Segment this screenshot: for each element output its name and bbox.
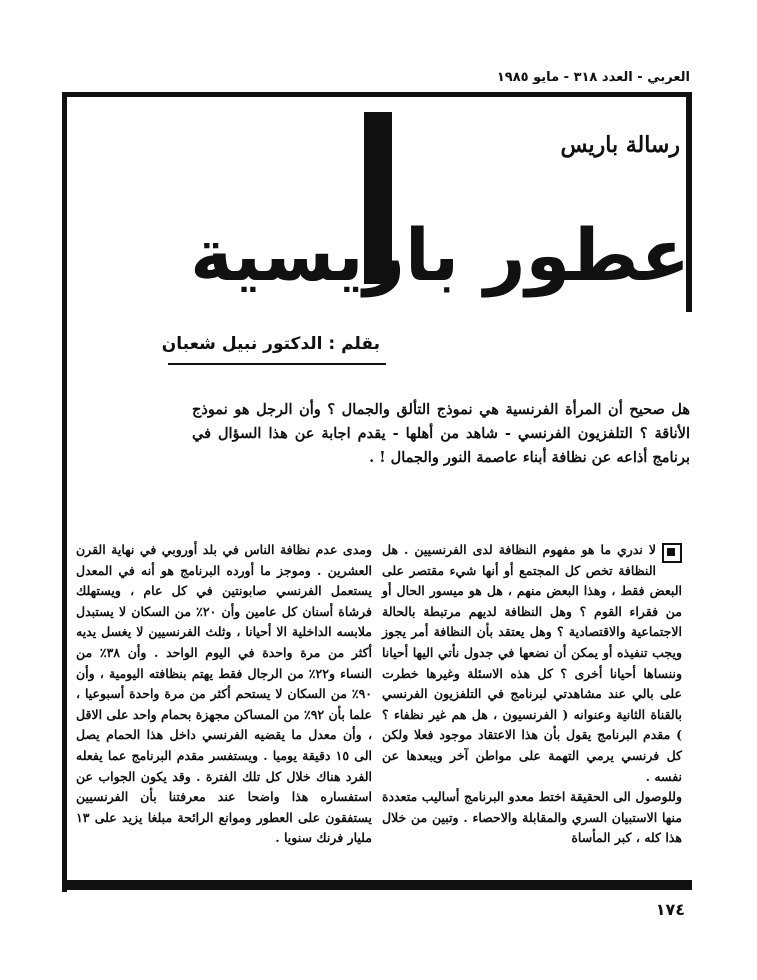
frame-left-rule	[62, 92, 67, 892]
column-right-paragraph-1: لا ندري ما هو مفهوم النظافة لدى الفرنسيين . هل النظافة تخص كل المجتمع أو أنها شيء مقتصر على البعض فقط ، وهذا البعض منهم ، هل هو ميسور الحال أو من فقراء القوم ؟ وهل النظافة لديهم مرتبطة بالحالة الاجتماعية والاقتصادية ؟ وهل يعتقد بأن النظافة أمر يجوز ويجب تنفيذه أو يمكن أن نضعها في جدول نأتي اليها أحيانا وننساها أحيانا أخرى ؟ كل هذه الاسئلة وغيرها خطرت على بالي عند مشاهدتي لبرنامج في التلفزيون الفرنسي بالقناة الثانية وعنوانه ( الفرنسيون ، هل هم غير نظفاء ؟ ) مقدم البرنامج يقول بأن هذا الاعتقاد موجود فعلا ولكن كل فرنسي يرمي التهمة على مواطن آخر ويبعدها عن نفسه .	[382, 542, 682, 784]
column-left	[76, 540, 372, 849]
column-right	[382, 540, 682, 849]
page-number: ١٧٤	[655, 900, 685, 919]
column-right-paragraph-2: وللوصول الى الحقيقة اختط معدو البرنامج أساليب متعددة منها الاستبيان السري والمقابلة والاحصاء . وتبين من خلال هذا كله ، كبر المأساة	[382, 789, 682, 846]
article-intro: هل صحيح أن المرأة الفرنسية هي نموذج التألق والجمال ؟ وأن الرجل هو نموذج الأناقة ؟ التلفزيون الفرنسي - شاهد من أهلها - يقدم اجابة عن هذا السؤال في برنامج أذاعه عن نظافة أبناء عاصمة النور والجمال ! .	[192, 401, 690, 466]
byline-rule	[168, 363, 386, 365]
header-rule	[62, 92, 692, 97]
footer-rule	[62, 880, 692, 890]
byline: بقلم : الدكتور نبيل شعبان	[161, 334, 380, 354]
article-title: عطور باريسية	[190, 213, 690, 297]
column-left-paragraph: ومدى عدم نظافة الناس في بلد أوروبي في نهاية القرن العشرين . وموجز ما أورده البرنامج هو أنه في المعدل يستعمل الفرنسي صابونتين في كل عام ، ويستهلك فرشاة أسنان كل عامين وأن ٢٠٪ من السكان لا يستبدل ملابسه الداخلية الا أحيانا ، وثلث الفرنسيين لا يغسل يديه أكثر من مرة واحدة في اليوم الواحد . وأن ٣٨٪ من النساء و٢٢٪ من الرجال فقط يهتم بنظافته اليومية ، وأن ٩٠٪ من السكان لا يستحم أكثر من مرة واحدة أسبوعيا ، علما بأن ٩٢٪ من المساكن مجهزة بحمام واحد على الاقل ، وأن معدل ما يقضيه الفرنسي داخل هذا الحمام يصل الى ١٥ دقيقة يوميا . ويستفسر مقدم البرنامج عما يفعله الفرد هناك خلال كل تلك الفترة . وقد يكون الجواب عن استفساره هذا واضحا عند معرفتنا بأن الفرنسيين يستفقون على العطور وموانع الرائحة مبلغا يزيد على ١٣ مليار فرنك سنويا .	[76, 542, 373, 846]
running-header: العربي - العدد ٣١٨ - مايو ١٩٨٥	[496, 70, 690, 85]
section-label: رسالة باريس	[560, 132, 680, 158]
dropcap-box-icon	[662, 543, 682, 563]
